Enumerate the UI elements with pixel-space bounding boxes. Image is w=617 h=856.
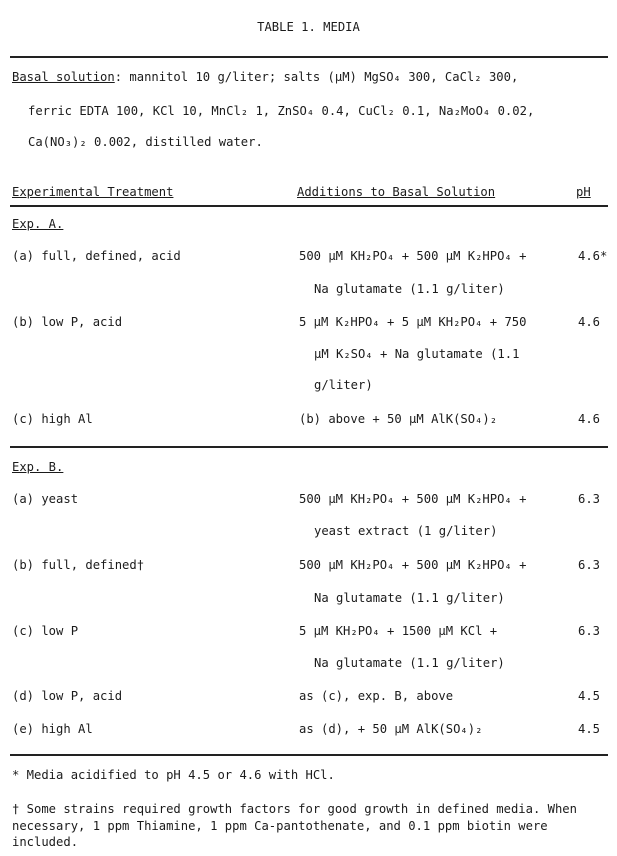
exp-b-row-b-treatment: (b) full, defined† — [12, 558, 145, 572]
exp-a-row-c-treatment: (c) high Al — [12, 412, 93, 426]
exp-a-row-a-ph: 4.6* — [578, 249, 608, 263]
exp-b-row-e-treatment: (e) high Al — [12, 722, 93, 736]
table-title: TABLE 1. MEDIA — [257, 20, 360, 34]
basal-text-1: : mannitol 10 g/liter; salts (μM) MgSO₄ 300, CaCl₂ 300, — [114, 70, 519, 84]
header-rule — [10, 205, 608, 207]
exp-b-row-c-additions-1: 5 μM KH₂PO₄ + 1500 μM KCl + — [299, 624, 498, 638]
exp-a-row-c-additions-1: (b) above + 50 μM AlK(SO₄)₂ — [299, 412, 498, 426]
exp-b-row-c-additions-2: Na glutamate (1.1 g/liter) — [314, 656, 505, 670]
exp-b-row-b-additions-2: Na glutamate (1.1 g/liter) — [314, 591, 505, 605]
top-rule — [10, 56, 608, 58]
footnote-dagger: † Some strains required growth factors for good growth in defined media. When necessary, 1 ppm Thiamine, 1 ppm Ca-pantothenate, and 0.1 ppm biotin were included. — [12, 802, 577, 849]
exp-a-row-a-additions-2: Na glutamate (1.1 g/liter) — [314, 282, 505, 296]
exp-b-row-b-additions-1: 500 μM KH₂PO₄ + 500 μM K₂HPO₄ + — [299, 558, 527, 572]
exp-b-row-d-ph: 4.5 — [578, 689, 601, 703]
exp-a-row-b-additions-2: μM K₂SO₄ + Na glutamate (1.1 — [314, 347, 520, 361]
exp-a-row-b-treatment: (b) low P, acid — [12, 315, 123, 329]
exp-b-row-a-additions-1: 500 μM KH₂PO₄ + 500 μM K₂HPO₄ + — [299, 492, 527, 506]
exp-a-row-c-ph: 4.6 — [578, 412, 601, 426]
exp-b-row-d-treatment: (d) low P, acid — [12, 689, 123, 703]
exp-a-label: Exp. A. — [12, 217, 64, 231]
header-ph: pH — [576, 185, 591, 199]
exp-b-row-d-additions-1: as (c), exp. B, above — [299, 689, 454, 703]
exp-b-row-e-additions-1: as (d), + 50 μM AlK(SO₄)₂ — [299, 722, 483, 736]
exp-b-row-a-additions-2: yeast extract (1 g/liter) — [314, 524, 498, 538]
exp-a-row-b-additions-1: 5 μM K₂HPO₄ + 5 μM KH₂PO₄ + 750 — [299, 315, 527, 329]
basal-line-3: Ca(NO₃)₂ 0.002, distilled water. — [28, 135, 263, 149]
basal-label: Basal solution — [12, 70, 115, 84]
exp-b-row-b-ph: 6.3 — [578, 558, 601, 572]
exp-a-row-a-additions-1: 500 μM KH₂PO₄ + 500 μM K₂HPO₄ + — [299, 249, 527, 263]
exp-b-label: Exp. B. — [12, 460, 64, 474]
footnote-star: * Media acidified to pH 4.5 or 4.6 with HCl. — [12, 768, 335, 782]
header-treatment: Experimental Treatment — [12, 185, 174, 199]
basal-line-2: ferric EDTA 100, KCl 10, MnCl₂ 1, ZnSO₄ 0.4, CuCl₂ 0.1, Na₂MoO₄ 0.02, — [28, 104, 535, 118]
header-additions: Additions to Basal Solution — [297, 185, 496, 199]
exp-a-row-b-ph: 4.6 — [578, 315, 601, 329]
exp-b-row-c-ph: 6.3 — [578, 624, 601, 638]
exp-a-row-a-treatment: (a) full, defined, acid — [12, 249, 181, 263]
exp-b-row-c-treatment: (c) low P — [12, 624, 79, 638]
exp-b-row-a-ph: 6.3 — [578, 492, 601, 506]
exp-a-row-b-additions-3: g/liter) — [314, 378, 373, 392]
basal-line-1 — [12, 70, 518, 84]
bottom-rule — [10, 754, 608, 756]
exp-b-row-a-treatment: (a) yeast — [12, 492, 79, 506]
exp-b-row-e-ph: 4.5 — [578, 722, 601, 736]
exp-a-rule — [10, 446, 608, 448]
